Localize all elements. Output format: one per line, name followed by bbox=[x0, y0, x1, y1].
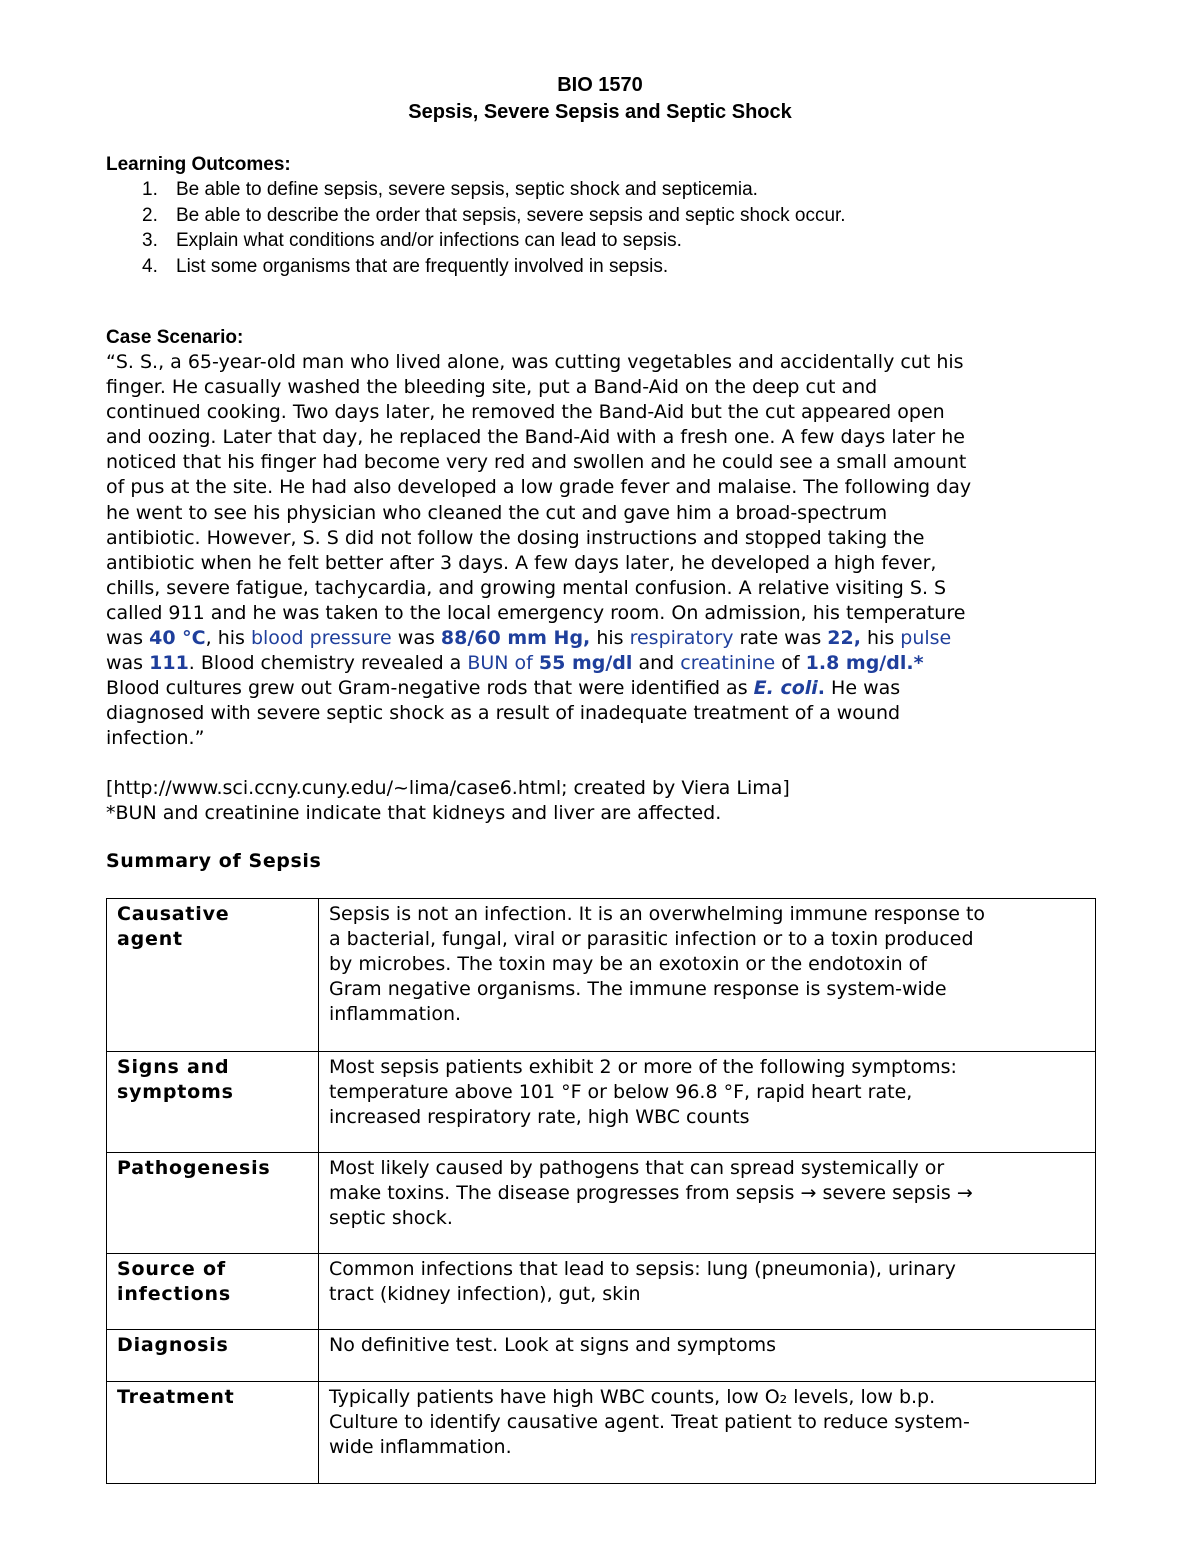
description-text: No definitive test. Look at signs and symptoms bbox=[329, 1334, 777, 1356]
table-description-cell bbox=[319, 1153, 1096, 1254]
term-text: Source of bbox=[117, 1258, 226, 1280]
learning-outcome-text: Be able to define sepsis, severe sepsis, septic shock and septicemia. bbox=[176, 179, 758, 200]
creatinine-label: creatinine bbox=[680, 652, 776, 675]
case-line: infection.” bbox=[106, 727, 205, 750]
term-text: Treatment bbox=[117, 1386, 235, 1408]
term-text: infections bbox=[117, 1283, 231, 1305]
case-line: finger. He casually washed the bleeding site, put a Band-Aid on the deep cut and bbox=[106, 376, 878, 399]
case-line: diagnosed with severe septic shock as a result of inadequate treatment of a wound bbox=[106, 702, 901, 725]
term-text: Pathogenesis bbox=[117, 1157, 271, 1179]
respiratory-rate-value: 22, bbox=[827, 627, 861, 650]
description-text: Culture to identify causative agent. Treat patient to reduce system- bbox=[329, 1411, 970, 1433]
table-row bbox=[107, 1330, 1096, 1382]
footnote: *BUN and creatinine indicate that kidneys and liver are affected. bbox=[106, 802, 722, 824]
list-number: 3. bbox=[142, 230, 158, 251]
table-row bbox=[107, 1153, 1096, 1254]
text-segment: . Blood chemistry revealed a bbox=[188, 652, 468, 675]
description-text: temperature above 101 °F or below 96.8 °F, rapid heart rate, bbox=[329, 1081, 913, 1103]
learning-outcome-item bbox=[106, 254, 846, 280]
pulse-value: 111 bbox=[149, 652, 189, 675]
learning-outcome-item bbox=[106, 177, 846, 203]
table-term-cell bbox=[107, 1330, 319, 1382]
organism-name: E. coli bbox=[753, 677, 818, 700]
case-line: antibiotic. However, S. S did not follow the dosing instructions and stopped taking the bbox=[106, 526, 925, 549]
list-number: 2. bbox=[142, 204, 158, 226]
description-text: wide inflammation. bbox=[329, 1436, 512, 1458]
table-row bbox=[107, 1382, 1096, 1484]
table-description-cell bbox=[319, 1052, 1096, 1153]
temperature-value: 40 °C bbox=[149, 627, 206, 650]
case-line: called 911 and he was taken to the local emergency room. On admission, his temperature bbox=[106, 601, 966, 624]
bun-value: 55 mg/dl bbox=[538, 652, 633, 675]
learning-outcomes-list bbox=[106, 177, 846, 279]
text-segment: his bbox=[860, 627, 901, 650]
text-segment: was bbox=[106, 627, 150, 650]
case-line: antibiotic when he felt better after 3 days. A few days later, he developed a high fever, bbox=[106, 551, 937, 574]
table-term-cell bbox=[107, 1254, 319, 1330]
case-line: of pus at the site. He had also developed a low grade fever and malaise. The following day bbox=[106, 476, 972, 499]
case-vitals-line bbox=[106, 626, 1106, 651]
case-line: he went to see his physician who cleaned the cut and gave him a broad-spectrum bbox=[106, 501, 888, 524]
case-scenario-heading: Case Scenario: bbox=[106, 327, 244, 348]
table-description-cell bbox=[319, 1254, 1096, 1330]
table-term-cell bbox=[107, 899, 319, 1052]
source-citation-link[interactable]: [http://www.sci.ccny.cuny.edu/~lima/case6.html; created by Viera Lima] bbox=[106, 777, 790, 799]
text-segment: , his bbox=[205, 627, 251, 650]
term-text: symptoms bbox=[117, 1081, 234, 1103]
description-text: by microbes. The toxin may be an exotoxin or the endotoxin of bbox=[329, 953, 927, 975]
term-text: Diagnosis bbox=[117, 1334, 229, 1356]
learning-outcome-item bbox=[106, 203, 846, 229]
table-description-cell bbox=[319, 1382, 1096, 1484]
description-text: inflammation. bbox=[329, 1003, 462, 1025]
pulse-label: pulse bbox=[900, 627, 952, 650]
text-segment: was bbox=[391, 627, 441, 650]
list-number: 1. bbox=[142, 179, 158, 200]
learning-outcomes-heading: Learning Outcomes: bbox=[106, 154, 291, 175]
blood-pressure-label: blood pressure bbox=[250, 627, 392, 650]
case-scenario-text bbox=[106, 350, 1106, 752]
case-line: chills, severe fatigue, tachycardia, and growing mental confusion. A relative visiting S. S bbox=[106, 576, 947, 599]
case-line: noticed that his finger had become very red and swollen and he could see a small amount bbox=[106, 451, 967, 474]
description-text: Most sepsis patients exhibit 2 or more of the following symptoms: bbox=[329, 1056, 957, 1078]
case-chemistry-line bbox=[106, 651, 1106, 676]
table-description-cell bbox=[319, 899, 1096, 1052]
creatinine-value: 1.8 mg/dl.* bbox=[805, 652, 924, 675]
table-term-cell bbox=[107, 1153, 319, 1254]
case-line: “S. S., a 65-year-old man who lived alone, was cutting vegetables and accidentally cut his bbox=[106, 351, 964, 373]
table-term-cell bbox=[107, 1382, 319, 1484]
term-text: agent bbox=[117, 928, 183, 950]
table-row bbox=[107, 1052, 1096, 1153]
case-line: continued cooking. Two days later, he removed the Band-Aid but the cut appeared open bbox=[106, 401, 945, 424]
text-segment: of bbox=[775, 652, 806, 675]
text-segment: his bbox=[590, 627, 630, 650]
description-text: Typically patients have high WBC counts, low O₂ levels, low b.p. bbox=[329, 1386, 936, 1408]
description-text: tract (kidney infection), gut, skin bbox=[329, 1283, 641, 1305]
description-text: make toxins. The disease progresses from sepsis → severe sepsis → bbox=[329, 1182, 973, 1204]
table-description-cell bbox=[319, 1330, 1096, 1382]
learning-outcome-item bbox=[106, 228, 846, 254]
description-text: septic shock. bbox=[329, 1207, 453, 1229]
bun-label: BUN of bbox=[467, 652, 539, 675]
course-code: BIO 1570 bbox=[557, 74, 643, 96]
text-segment: He was bbox=[825, 677, 901, 700]
term-text: Causative bbox=[117, 903, 230, 925]
learning-outcome-text: List some organisms that are frequently involved in sepsis. bbox=[176, 255, 669, 277]
case-line: and oozing. Later that day, he replaced the Band-Aid with a fresh one. A few days later he bbox=[106, 426, 965, 449]
respiratory-label: respiratory bbox=[629, 627, 734, 650]
term-text: Signs and bbox=[117, 1056, 230, 1078]
text-segment: Blood cultures grew out Gram-negative rods that were identified as bbox=[106, 677, 754, 700]
list-number: 4. bbox=[142, 255, 158, 277]
description-text: Most likely caused by pathogens that can spread systemically or bbox=[329, 1157, 945, 1179]
learning-outcome-text: Explain what conditions and/or infections can lead to sepsis. bbox=[176, 230, 682, 251]
blood-pressure-value: 88/60 mm Hg, bbox=[440, 627, 591, 650]
description-text: Gram negative organisms. The immune response is system-wide bbox=[329, 978, 947, 1000]
description-text: a bacterial, fungal, viral or parasitic infection or to a toxin produced bbox=[329, 928, 974, 950]
description-text: Common infections that lead to sepsis: lung (pneumonia), urinary bbox=[329, 1258, 956, 1280]
description-text: Sepsis is not an infection. It is an overwhelming immune response to bbox=[329, 903, 986, 925]
learning-outcome-text: Be able to describe the order that sepsis, severe sepsis and septic shock occur. bbox=[176, 204, 846, 226]
summary-heading: Summary of Sepsis bbox=[106, 850, 322, 872]
table-term-cell bbox=[107, 1052, 319, 1153]
table-row bbox=[107, 899, 1096, 1052]
text-segment: was bbox=[106, 652, 150, 675]
page-title: Sepsis, Severe Sepsis and Septic Shock bbox=[408, 101, 792, 123]
text-segment: and bbox=[632, 652, 681, 675]
summary-table bbox=[106, 898, 1096, 1484]
case-cultures-line: Blood cultures grew out Gram-negative rods that were identified as E. coli. He was bbox=[106, 677, 901, 700]
table-row bbox=[107, 1254, 1096, 1330]
description-text: increased respiratory rate, high WBC counts bbox=[329, 1106, 750, 1128]
text-segment: rate was bbox=[733, 627, 828, 650]
